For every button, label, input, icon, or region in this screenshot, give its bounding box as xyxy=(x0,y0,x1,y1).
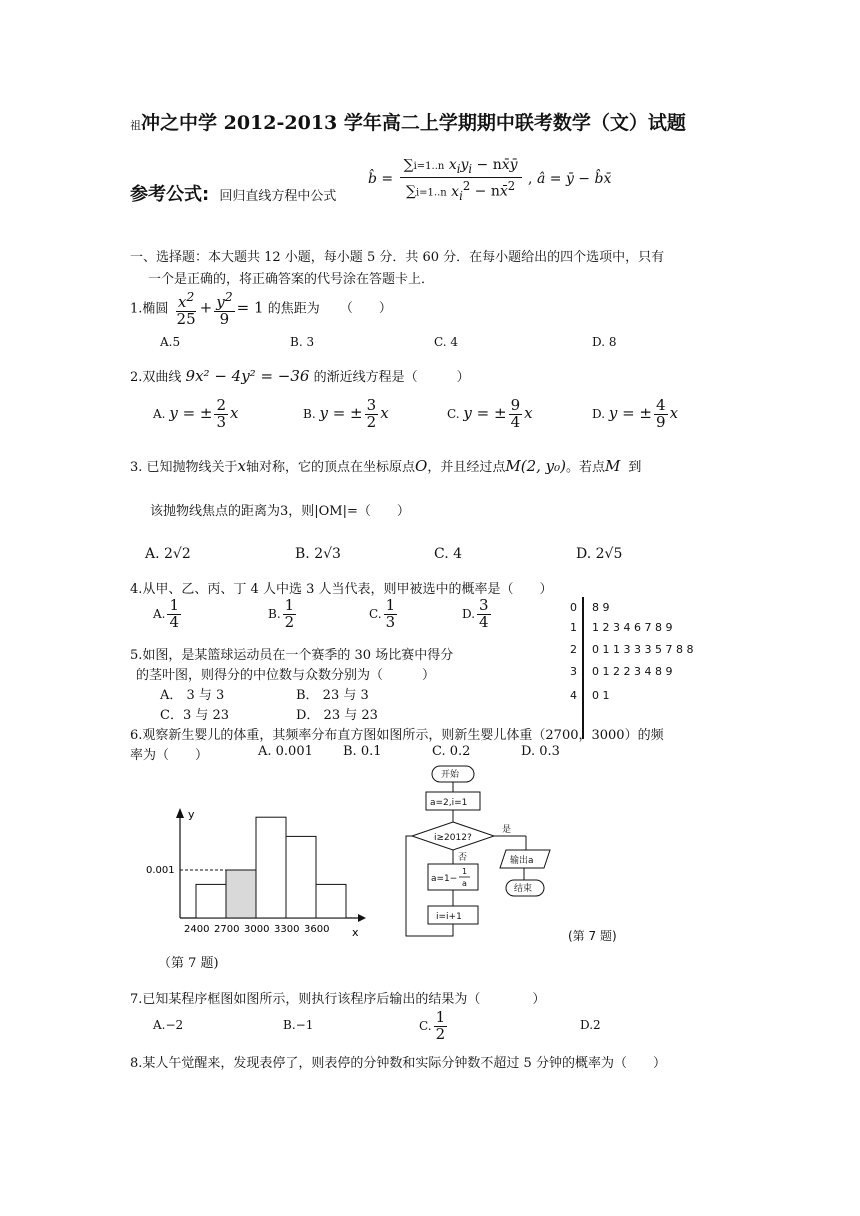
section-heading-cont: 一个是正确的，将正确答案的代号涂在答题卡上． xyxy=(148,272,435,287)
q5-line2: 的茎叶图，则得分的中位数与众数分别为（ ） xyxy=(136,668,436,683)
x-tick-label: 2400 xyxy=(184,924,210,935)
assign-frac-num: 1 xyxy=(462,867,468,876)
q2-option-d: D. y = ± $\frac{4}{9}$ x xyxy=(592,396,679,431)
assign-label: a=1− xyxy=(431,874,458,884)
yes-label: 是 xyxy=(502,825,512,835)
q1-paren: （ ） xyxy=(339,301,392,317)
histogram-bar xyxy=(226,870,256,918)
question-2 xyxy=(130,366,470,385)
histogram-bar xyxy=(316,884,346,918)
stem-leaf-plot xyxy=(560,597,740,739)
q7-option-d: D.2 xyxy=(580,1018,601,1032)
condition-label: i≥2012? xyxy=(434,833,472,843)
x-tick-label: 3600 xyxy=(304,924,330,935)
q2-text: 2.双曲线 xyxy=(130,370,182,385)
frequency-histogram xyxy=(140,800,380,940)
q2-option-b: B. y = ± $\frac{3}{2}$ x xyxy=(303,396,389,431)
y-axis-label: y xyxy=(188,808,195,821)
flowchart-caption: (第 7 题) xyxy=(568,929,617,943)
question-7: 7.已知某程序框图如图所示，则执行该程序后输出的结果为（ ） xyxy=(130,992,546,1007)
histogram-bar xyxy=(286,836,316,918)
title-text: 冲之中学 2012-2013 学年高二上学期期中联考数学（文）试题 xyxy=(141,112,686,134)
page-title xyxy=(130,108,686,135)
y-axis-arrow xyxy=(176,808,184,818)
stem-divider xyxy=(582,597,584,739)
stem-2: 2 xyxy=(570,643,577,656)
q7-option-a: A.−2 xyxy=(153,1018,184,1032)
histogram-caption: （第 7 题) xyxy=(158,956,219,971)
q2-equation: 9x² − 4y² = −36 xyxy=(185,367,310,385)
q6-option-c: C. 0.2 xyxy=(432,744,471,759)
q5-option-a: A． 3 与 3 xyxy=(160,688,225,703)
x-tick-label: 3300 xyxy=(274,924,300,935)
q4-option-c: C. $\frac{1}{3}$ xyxy=(369,596,396,631)
leaves-1: 1 2 3 4 6 7 8 9 xyxy=(592,621,673,634)
q4-option-a: A. $\frac{1}{4}$ xyxy=(153,596,180,631)
q6-option-a: A. 0.001 xyxy=(258,744,313,759)
x-tick-label: 3000 xyxy=(244,924,270,935)
histogram-bar xyxy=(196,884,226,918)
leaves-3: 0 1 2 2 3 4 8 9 xyxy=(592,665,673,678)
x-axis-label: x xyxy=(352,926,359,939)
ref-label: 参考公式 xyxy=(130,184,202,205)
regression-formula: b̂ = $\frac{\sum i=1..n x_iy_i - nx̄ȳ}{\sum i=1..n x_i^2 - nx̄^2}$ , â = ȳ − b̂x̄ xyxy=(368,150,611,208)
q7-option-b: B.−1 xyxy=(283,1018,314,1032)
q1-option-a: A.5 xyxy=(160,335,181,349)
init-label: a=2,i=1 xyxy=(430,798,468,808)
q3-option-a: A. 2√2 xyxy=(145,546,191,562)
assign-frac-den: a xyxy=(462,879,467,888)
question-3: 3. 已知抛物线关于x轴对称，它的顶点在坐标原点O，并且经过点M(2, y₀)。若点M 到 xyxy=(130,457,642,475)
q1-option-b: B. 3 xyxy=(290,335,315,349)
q6-option-b: B. 0.1 xyxy=(343,744,382,759)
q2-suffix: 的渐近线方程是（ ） xyxy=(313,370,470,385)
stem-4: 4 xyxy=(570,689,577,702)
no-label: 否 xyxy=(458,853,468,863)
start-label: 开始 xyxy=(441,770,460,780)
q1-prefix: 1.椭圆 xyxy=(130,301,169,317)
x-tick-label: 2700 xyxy=(214,924,240,935)
y-tick-label: 0.001 xyxy=(146,865,175,876)
section-heading: 一、选择题：本大题共 12 小题，每小题 5 分．共 60 分．在每小题给出的四个选项中，只有 xyxy=(130,250,665,265)
increment-label: i=i+1 xyxy=(436,912,462,922)
leaves-4: 0 1 xyxy=(592,689,610,702)
histogram-bar xyxy=(256,817,286,918)
stem-1: 1 xyxy=(570,621,577,634)
output-label: 输出a xyxy=(510,856,534,866)
end-label: 结束 xyxy=(514,884,533,894)
q4-option-d: D. $\frac{3}{4}$ xyxy=(462,596,489,631)
question-5: 5.如图，是某篮球运动员在一个赛季的 30 场比赛中得分 xyxy=(130,648,454,663)
q1-option-c: C. 4 xyxy=(434,335,459,349)
q1-suffix: 的焦距为 xyxy=(267,301,320,317)
program-flowchart xyxy=(398,760,638,960)
leaves-2: 0 1 1 3 3 3 5 7 8 8 xyxy=(592,643,694,656)
ref-formula-intro: 回归直线方程中公式 xyxy=(219,189,337,204)
q2-option-a: A. y = ± $\frac{2}{3}$ x xyxy=(153,396,239,431)
question-6: 6.观察新生婴儿的体重，其频率分布直方图如图所示，则新生婴儿体重（2700，3000）的频 xyxy=(130,728,664,743)
q1-option-d: D. 8 xyxy=(592,335,617,349)
q4-option-b: B. $\frac{1}{2}$ xyxy=(268,596,295,631)
reference-formula: 参考公式: 回归直线方程中公式 xyxy=(130,184,337,205)
stem-3: 3 xyxy=(570,665,577,678)
title-prefix: 祖 xyxy=(130,119,141,132)
q3-line2: 该抛物线焦点的距离为3，则|OM|=（ ） xyxy=(150,504,410,519)
q5-option-c: C．3 与 23 xyxy=(160,708,230,723)
q5-option-d: D． 23 与 23 xyxy=(296,708,378,723)
question-4: 4.从甲、乙、丙、丁 4 人中选 3 人当代表，则甲被选中的概率是（ ） xyxy=(130,582,553,597)
q2-option-c: C. y = ± $\frac{9}{4}$ x xyxy=(447,396,533,431)
q3-option-b: B. 2√3 xyxy=(295,546,341,562)
question-8: 8.某人午觉醒来，发现表停了，则表停的分钟数和实际分钟数不超过 5 分钟的概率为（ ） xyxy=(130,1056,666,1071)
q7-option-c: C. $\frac{1}{2}$ xyxy=(419,1008,446,1043)
stem-0: 0 xyxy=(570,601,577,614)
q6-line2: 率为（ ） xyxy=(130,748,209,763)
q3-option-d: D. 2√5 xyxy=(576,546,623,562)
x-axis-arrow xyxy=(358,914,366,922)
q6-option-d: D. 0.3 xyxy=(521,744,560,759)
question-1: 1.椭圆 $\frac{x^2}{25}$ + $\frac{y^2}{9}$ = 1 的焦距为 （ ） xyxy=(130,289,392,328)
q5-option-b: B． 23 与 3 xyxy=(296,688,369,703)
q3-option-c: C. 4 xyxy=(434,546,463,562)
leaves-0: 8 9 xyxy=(592,601,610,614)
